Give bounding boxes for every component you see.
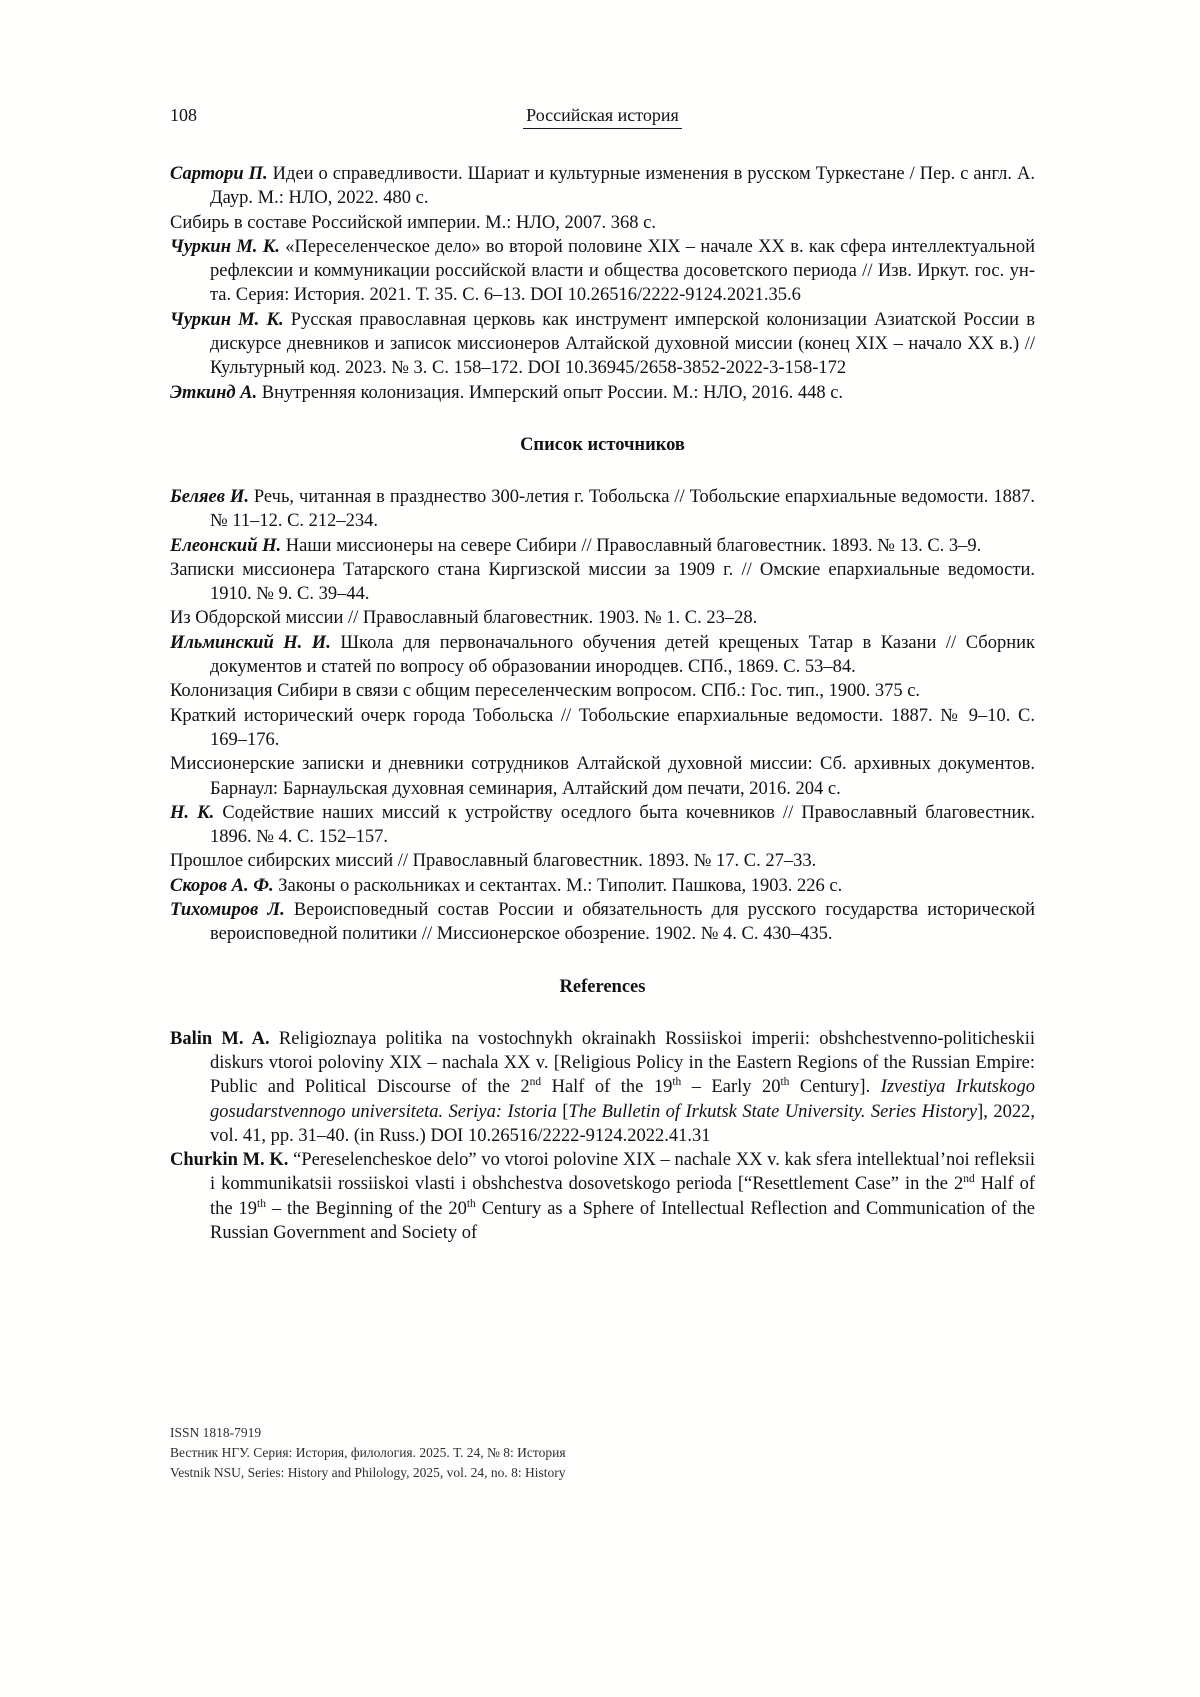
author-name: Эткинд А. — [170, 382, 258, 403]
entry-text: – the Beginning of the 20 — [265, 1198, 467, 1219]
author-name: Balin M. A. — [170, 1028, 270, 1049]
author-name: Ильминский Н. И. — [170, 632, 331, 653]
entry-text: Century]. — [789, 1077, 881, 1098]
author-name: Н. К. — [170, 802, 215, 823]
author-name: Беляев И. — [170, 486, 249, 507]
reference-entry — [170, 381, 1035, 405]
entry-text: [ — [556, 1101, 569, 1122]
entry-text: Краткий исторический очерк города Тобольска // Тобольские епархиальные ведомости. 1887. № 9–10. С. 169–176. — [170, 705, 1035, 750]
bibliography-sections — [170, 162, 1035, 1245]
page-number: 108 — [170, 105, 197, 125]
reference-entry — [170, 631, 1035, 680]
section-heading: References — [559, 976, 646, 997]
author-name: Елеонский Н. — [170, 535, 282, 556]
entry-text: «Переселенческое дело» во второй половине XIX – начале XX в. как сфера интеллектуальной рефлексии и коммуникации российской власти и общества досоветского периода // Изв. Иркут. гос. ун-та. Серия: История. 2021. Т. 35. С. 6–13. DOI 10.26516/2222-9124.2021.35.6 — [210, 236, 1035, 306]
entry-text: Содействие наших миссий к устройству оседлого быта кочевников // Православный благовестник. 1896. № 4. С. 152–157. — [210, 802, 1035, 848]
footer-journal-line-ru: Вестник НГУ. Серия: История, филология. 2025. Т. 24, № 8: История — [170, 1444, 566, 1460]
reference-entry — [170, 235, 1035, 308]
entry-text: – Early 20 — [681, 1077, 781, 1098]
author-name: Churkin M. K. — [170, 1150, 289, 1171]
reference-entry — [170, 1027, 1035, 1148]
running-head — [170, 104, 1035, 130]
reference-entry — [170, 485, 1035, 534]
entry-text: Колонизация Сибири в связи с общим переселенческим вопросом. СПб.: Гос. тип., 1900. 375 с. — [170, 681, 921, 702]
reference-entry — [170, 679, 1035, 703]
reference-entry — [170, 558, 1035, 607]
entry-text: Идеи о справедливости. Шариат и культурные изменения в русском Туркестане / Пер. с англ. А. Даур. М.: НЛО, 2022. 480 с. — [210, 164, 1035, 209]
entry-text: Прошлое сибирских миссий // Православный благовестник. 1893. № 17. С. 27–33. — [170, 851, 817, 872]
author-name: Сартори П. — [170, 164, 268, 184]
source-title-italic: Izvestiya Irkutskogo gosudarstvennogo universiteta. Seriya: Istoria — [210, 1077, 1035, 1122]
reference-entry — [170, 534, 1035, 558]
ordinal-superscript: nd — [963, 1173, 975, 1186]
reference-entry — [170, 849, 1035, 873]
footer-journal-line-en: Vestnik NSU, Series: History and Philology, 2025, vol. 24, no. 8: History — [170, 1464, 566, 1480]
running-title-wrap — [170, 104, 1035, 129]
entry-text: Законы о раскольниках и сектантах. М.: Типолит. Пашкова, 1903. 226 с. — [273, 875, 843, 896]
reference-entry — [170, 606, 1035, 630]
reference-entry — [170, 752, 1035, 801]
entry-text: Русская православная церковь как инструмент имперской колонизации Азиатской России в дискурсе дневников и записок миссионеров Алтайской духовной миссии (конец XIX – начало XX в.) // Культурный код. 2023. № 3. С. 158–172. DOI 10.36945/2658-3852-2022-3-158-172 — [210, 309, 1036, 379]
reference-entry — [170, 801, 1035, 850]
reference-entry — [170, 874, 1035, 898]
author-name: Чуркин М. К. — [170, 236, 280, 257]
entry-text: Из Обдорской миссии // Православный благовестник. 1903. № 1. С. 23–28. — [170, 608, 758, 629]
entry-text: Сибирь в составе Российской империи. М.: НЛО, 2007. 368 с. — [170, 212, 656, 233]
ordinal-superscript: th — [780, 1076, 790, 1089]
author-name: Чуркин М. К. — [170, 309, 284, 330]
reference-entry — [170, 1148, 1035, 1245]
ordinal-superscript: th — [257, 1197, 266, 1210]
ordinal-superscript: th — [672, 1076, 682, 1089]
running-title: Российская история — [523, 104, 682, 129]
reference-entry — [170, 308, 1035, 381]
reference-entry — [170, 211, 1035, 235]
entry-text: Миссионерские записки и дневники сотрудников Алтайской духовной миссии: Сб. архивных документов. Барнаул: Барнаульская духовная семинария, Алтайский дом печати, 2016. 204 с. — [170, 754, 1035, 799]
entry-text: Внутренняя колонизация. Имперский опыт России. М.: НЛО, 2016. 448 с. — [257, 382, 844, 403]
entry-text: ], 2022, vol. 41, pp. 31–40. (in Russ.) DOI 10.26516/2222-9124.2022.41.31 — [210, 1101, 1035, 1146]
ordinal-superscript: nd — [529, 1076, 542, 1089]
section-heading: Список источников — [520, 434, 685, 455]
entry-text: Школа для первоначального обучения детей крещеных Татар в Казани // Сборник документов и статей по вопросу об образовании инородцев. СПб., 1869. С. 53–84. — [210, 632, 1035, 678]
footer-issn: ISSN 1818-7919 — [170, 1425, 262, 1440]
page-footer — [170, 1423, 566, 1482]
entry-text: Religioznaya politika na vostochnykh okrainakh Rossiiskoi imperii: obshchestvenno-politicheskii diskurs vtoroi poloviny XIX – nachala XX v. [Religious Policy in the Eastern Regions of the Russian Empire: Public and Political Discourse of the 2 — [210, 1028, 1035, 1098]
author-name: Скоров А. Ф. — [170, 875, 274, 896]
reference-entry — [170, 162, 1035, 211]
source-title-italic: The Bulletin of Irkutsk State University. Series History — [568, 1101, 978, 1122]
entry-text: Наши миссионеры на севере Сибири // Православный благовестник. 1893. № 13. С. 3–9. — [281, 535, 982, 556]
entry-text: Half of the 19 — [210, 1174, 1035, 1219]
entry-text: Записки миссионера Татарского стана Киргизской миссии за 1909 г. // Омские епархиальные ведомости. 1910. № 9. С. 39–44. — [170, 559, 1035, 605]
ordinal-superscript: th — [466, 1197, 476, 1210]
entry-text: Речь, читанная в празднество 300-летия г. Тобольска // Тобольские епархиальные ведомости. 1887. № 11–12. С. 212–234. — [210, 486, 1035, 532]
entry-text: Half of the 19 — [541, 1077, 673, 1098]
reference-entry — [170, 898, 1035, 947]
entry-text: “Pereselencheskoe delo” vo vtoroi polovine XIX – nachale XX v. kak sfera intellektual’noi refleksii i kommunikatsii rossiiskoi vlasti i obshchestva dosovetskogo perioda [“Resettlement Case” in the 2 — [210, 1150, 1035, 1195]
entry-text: Вероисповедный состав России и обязательность для русского государства исторической вероисповедной политики // Миссионерское обозрение. 1902. № 4. С. 430–435. — [210, 900, 1036, 945]
author-name: Тихомиров Л. — [170, 900, 285, 921]
reference-entry — [170, 704, 1035, 753]
entry-text: Century as a Sphere of Intellectual Reflection and Communication of the Russian Government and Society of — [210, 1198, 1035, 1243]
